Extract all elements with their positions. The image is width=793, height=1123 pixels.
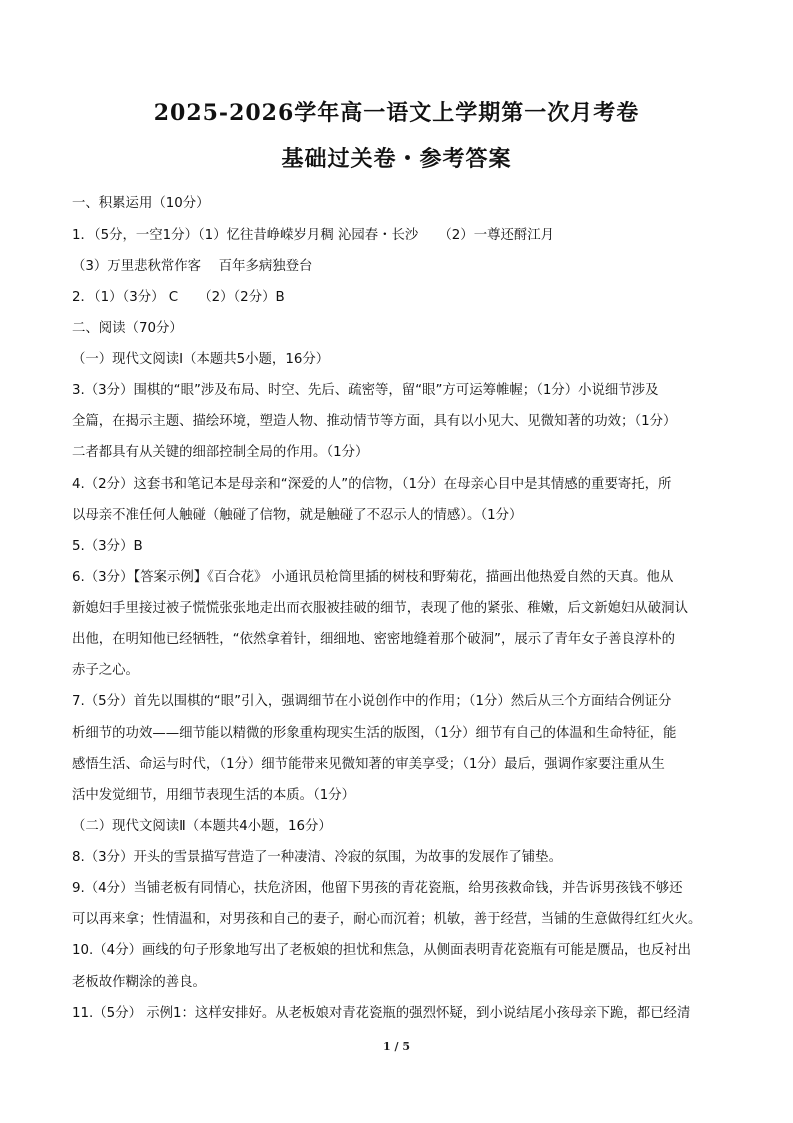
text-line: 活中发觉细节，用细节表现生活的本质。（1分） — [72, 788, 356, 803]
text-line: 赤子之心。 — [72, 663, 139, 678]
page-subtitle: 基础过关卷・参考答案 — [281, 146, 512, 172]
subsection-heading: （一）现代文阅读Ⅰ（本题共5小题，16分） — [72, 352, 330, 367]
text-line: 老板故作糊涂的善良。 — [72, 975, 206, 990]
page-number: 1 / 5 — [383, 1040, 410, 1053]
text-line: 可以再来拿；性情温和，对男孩和自己的妻子，耐心而沉着；机敏，善于经营，当铺的生意做得红红火火。 — [72, 912, 702, 927]
text-line: 10.（4分）画线的句子形象地写出了老板娘的担忧和焦急，从侧面表明青花瓷瓶有可能是赝品，也反衬出 — [72, 943, 691, 958]
text-line: 9.（4分）当铺老板有同情心，扶危济困，他留下男孩的青花瓷瓶，给男孩救命钱，并告诉男孩钱不够还 — [72, 881, 683, 896]
text-line: 5.（3分）B — [72, 539, 143, 554]
text-line: 2．（1）（3分） C （2）（2分）B — [72, 290, 285, 305]
text-line: 新媳妇手里接过被子慌慌张张地走出而衣服被挂破的细节，表现了他的紧张、稚嫩，后文新媳妇从破洞认 — [72, 601, 688, 616]
text-line: 感悟生活、命运与时代，（1分）细节能带来见微知著的审美享受；（1分）最后，强调作家要注重从生 — [72, 757, 665, 772]
text-line: 8.（3分）开头的雪景描写营造了一种凄清、冷寂的氛围，为故事的发展作了铺垫。 — [72, 850, 562, 865]
text-line: 1．（5分，一空1分）（1）忆往昔峥嵘岁月稠 沁园春・长沙 （2）一尊还酹江月 — [72, 228, 555, 243]
text-line: 全篇，在揭示主题、描绘环境，塑造人物、推动情节等方面，具有以小见大、见微知著的功效；（1分） — [72, 414, 677, 429]
text-line: （3）万里悲秋常作客 百年多病独登台 — [72, 259, 313, 274]
text-line: 3.（3分）围棋的“眼”涉及布局、时空、先后、疏密等，留“眼”方可运筹帷幄；（1分）小说细节涉及 — [72, 383, 659, 398]
text-line: 以母亲不准任何人触碰（触碰了信物，就是触碰了不忍示人的情感）。（1分） — [72, 508, 523, 523]
text-line: 7.（5分）首先以围棋的“眼”引入，强调细节在小说创作中的作用；（1分）然后从三个方面结合例证分 — [72, 694, 672, 709]
section-heading: 二、阅读（70分） — [72, 321, 183, 336]
text-line: 11.（5分） 示例1：这样安排好。从老板娘对青花瓷瓶的强烈怀疑，到小说结尾小孩母亲下跪，都已经清 — [72, 1006, 691, 1021]
text-line: 析细节的功效——细节能以精微的形象重构现实生活的版图，（1分）细节有自己的体温和生命特征，能 — [72, 726, 677, 741]
text-line: 出他，在明知他已经牺牲，“依然拿着针，细细地、密密地缝着那个破洞”，展示了青年女子善良淳朴的 — [72, 632, 676, 647]
text-line: 6.（3分）【答案示例】《百合花》 小通讯员枪筒里插的树枝和野菊花，描画出他热爱自然的天真。他从 — [72, 570, 674, 585]
text-line: 二者都具有从关键的细部控制全局的作用。（1分） — [72, 445, 369, 460]
section-heading: 一、积累运用（10分） — [72, 196, 210, 211]
page-title: 2025-2026学年高一语文上学期第一次月考卷 — [153, 100, 640, 126]
text-line: 4.（2分）这套书和笔记本是母亲和“深爱的人”的信物，（1分）在母亲心目中是其情感的重要寄托，所 — [72, 477, 672, 492]
subsection-heading: （二）现代文阅读Ⅱ（本题共4小题，16分） — [72, 819, 332, 834]
